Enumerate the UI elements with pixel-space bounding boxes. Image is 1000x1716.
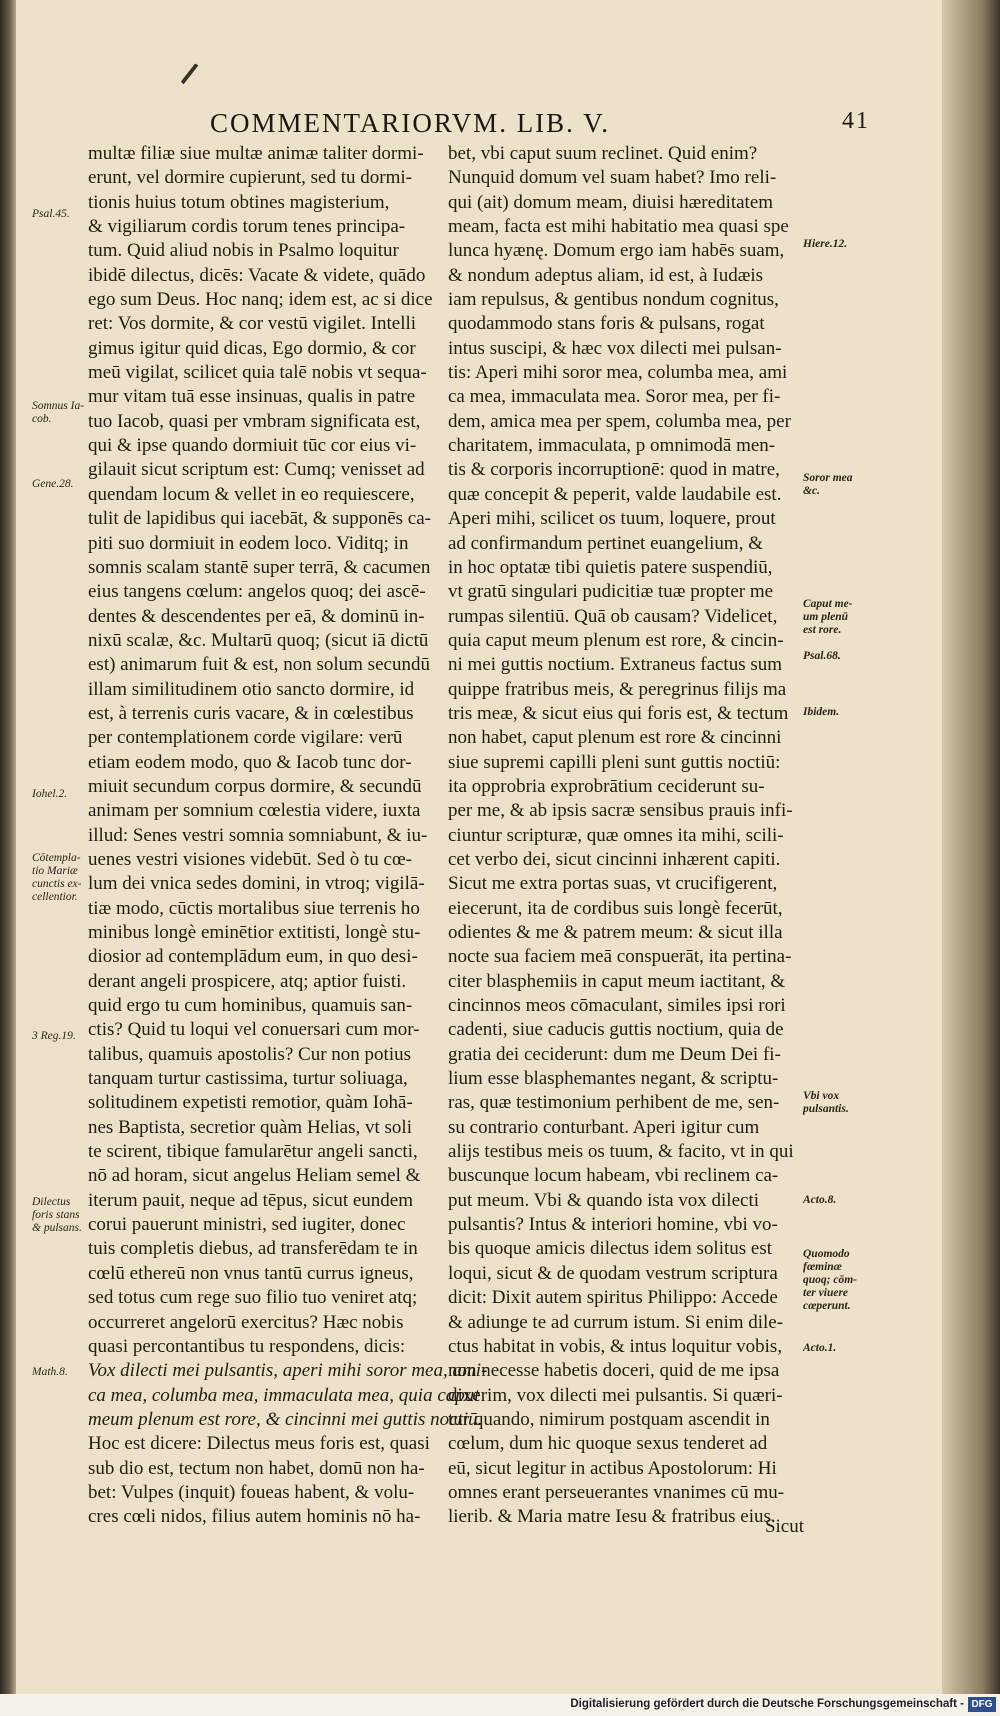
text-line: tis & corporis incorruptionē: quod in matre, bbox=[448, 459, 780, 481]
margin-note-line: fœminæ bbox=[803, 1261, 842, 1273]
margin-note-line: Gene.28. bbox=[32, 478, 74, 490]
text-line: eū, sicut legitur in actibus Apostolorum: Hi bbox=[448, 1457, 777, 1479]
text-line: lum dei vnica sedes domini, in vtroq; vigilā- bbox=[88, 873, 425, 895]
margin-note-vbi-vox bbox=[803, 1090, 849, 1116]
text-line: ibidē dilectus, dicēs: Vacate & videte, quādo bbox=[88, 264, 426, 286]
margin-note-line: 3 Reg.19. bbox=[32, 1030, 76, 1042]
margin-note-line: Caput me- bbox=[803, 598, 853, 610]
text-line: Sicut me extra portas suas, vt crucifigerent, bbox=[448, 873, 778, 895]
text-line: tiæ modo, cūctis mortalibus siue terrenis ho bbox=[88, 897, 420, 919]
margin-note-line: & pulsans. bbox=[32, 1222, 82, 1234]
margin-note-line: Cōtempla- bbox=[32, 852, 81, 864]
text-line: diosior ad contemplādum eum, in quo desi- bbox=[88, 946, 418, 968]
margin-note-psal68 bbox=[803, 650, 841, 663]
text-line: dem, amica mea per spem, columba mea, per bbox=[448, 410, 791, 432]
text-line: tis: Aperi mihi soror mea, columba mea, ami bbox=[448, 362, 788, 384]
text-line: sub dio est, tectum non habet, domū non ha- bbox=[88, 1457, 425, 1479]
text-line: tris meæ, & sicut eius qui foris est, & tectum bbox=[448, 702, 789, 724]
text-line: meū vigilat, scilicet quia talē nobis vt sequa- bbox=[88, 362, 427, 384]
text-line: bet, vbi caput suum reclinet. Quid enim? bbox=[448, 143, 758, 164]
margin-note-line: foris stans bbox=[32, 1209, 80, 1221]
text-line: minibus longè eminētior extitisti, longè stu- bbox=[88, 922, 421, 943]
text-line: corui pauerunt ministri, sed iugiter, donec bbox=[88, 1214, 406, 1236]
margin-note-line: Iohel.2. bbox=[32, 788, 68, 800]
text-line: qui (ait) domum meam, diuisi hæreditatem bbox=[448, 191, 774, 213]
text-line: siue supremi capilli pleni sunt guttis noctiū: bbox=[448, 751, 781, 773]
text-line: sed totus cum rege suo filio tuo veniret atq; bbox=[88, 1287, 418, 1309]
margin-note-soror-mea bbox=[803, 472, 853, 498]
margin-note-line: Acto.8. bbox=[803, 1194, 837, 1206]
text-line: dixerim, vox dilecti mei pulsantis. Si quæri- bbox=[448, 1384, 783, 1406]
margin-note-line: Vbi vox bbox=[803, 1090, 840, 1102]
text-line: vt gratū singulari pudicitiæ tuæ propter me bbox=[448, 581, 774, 603]
text-line: cres cœli nidos, filius autem hominis nō ha- bbox=[88, 1506, 421, 1528]
text-line: meum plenum est rore, & cincinni mei guttis noctiū. bbox=[88, 1408, 483, 1430]
text-line: gilauit sicut scriptum est: Cumq; venisset ad bbox=[88, 459, 425, 481]
text-line: cet verbo dei, sicut cincinni inhærent capiti. bbox=[448, 848, 781, 870]
text-line: quendam locum & vellet in eo requiescere, bbox=[88, 483, 415, 505]
margin-note-line: cellentior. bbox=[32, 891, 78, 903]
text-line: animam per somnium cœlestia videre, iuxta bbox=[88, 800, 421, 822]
text-line: eiecerunt, ita de cordibus suis longè fecerūt, bbox=[448, 897, 783, 919]
text-line: omnes erant perseuerantes vnanimes cū mu- bbox=[448, 1481, 785, 1503]
right-text-column bbox=[448, 142, 796, 1530]
text-line: ca mea, immaculata mea. Soror mea, per fi- bbox=[448, 386, 781, 408]
text-line: piti suo dormiuit in eodem loco. Viditq; in bbox=[88, 532, 409, 554]
margin-note-line: Math.8. bbox=[32, 1366, 68, 1378]
text-line: tuis completis diebus, ad transferēdam te in bbox=[88, 1238, 418, 1260]
text-line: quid ergo tu cum hominibus, quamuis san- bbox=[88, 995, 413, 1017]
margin-note-line: Psal.45. bbox=[32, 208, 70, 220]
text-line: Aperi mihi, scilicet os tuum, loquere, prout bbox=[448, 508, 776, 530]
text-line: ciuntur scripturæ, quæ omnes ita mihi, scili- bbox=[448, 824, 784, 846]
text-line: lunca hyænę. Domum ergo iam habēs suam, bbox=[448, 240, 785, 262]
text-line: dicit: Dixit autem spiritus Philippo: Accede bbox=[448, 1287, 778, 1309]
margin-note-line: um plenū bbox=[803, 611, 849, 623]
text-line: ita opprobria exprobrātium ceciderunt su- bbox=[448, 775, 765, 797]
margin-note-line: &c. bbox=[803, 485, 820, 497]
margin-note-hiere12 bbox=[803, 238, 847, 251]
text-line: loqui, sicut & de quodam vestrum scriptura bbox=[448, 1262, 778, 1284]
text-line: iterum pauit, neque ad tēpus, sicut eundem bbox=[88, 1189, 414, 1211]
text-line: & adiunge te ad currum istum. Si enim dile- bbox=[448, 1311, 784, 1333]
text-line: occurreret angelorū exercitus? Hæc nobis bbox=[88, 1311, 404, 1333]
footer-credit: Digitalisierung gefördert durch die Deutsche Forschungsgemeinschaft - bbox=[570, 1698, 964, 1710]
text-line: Vox dilecti mei pulsantis, aperi mihi soror mea, ami- bbox=[88, 1360, 488, 1382]
margin-note-somnus-iacob bbox=[32, 400, 84, 426]
text-line: qui & ipse quando dormiuit tūc cor eius vi- bbox=[88, 435, 417, 457]
margin-note-line: cob. bbox=[32, 413, 52, 425]
text-line: derant angeli prospicere, atq; aptior fuisti. bbox=[88, 970, 407, 992]
text-line: tur quando, nimirum postquam ascendit in bbox=[448, 1408, 770, 1430]
text-line: ctis? Quid tu loqui vel conuersari cum mor- bbox=[88, 1019, 420, 1041]
text-line: citer blasphemiis in caput meum iactitant, & bbox=[448, 970, 786, 992]
text-line: & vigiliarum cordis torum tenes principa- bbox=[88, 216, 406, 238]
text-line: non habet, caput plenum est rore & cincinni bbox=[448, 727, 782, 749]
page-number: 41 bbox=[842, 108, 870, 134]
text-line: quasi percontantibus tu respondens, dicis: bbox=[88, 1335, 406, 1357]
margin-note-contemplatio bbox=[32, 852, 82, 904]
margin-note-gene28 bbox=[32, 478, 74, 491]
text-line: lium esse blasphemantes negant, & scriptu- bbox=[448, 1068, 779, 1090]
text-line: ad confirmandum pertinet euangelium, & bbox=[448, 532, 763, 554]
text-line: somnis scalam stantē super terrā, & cacumen bbox=[88, 556, 431, 578]
text-line: bis quoque amicis dilectus idem solitus est bbox=[448, 1238, 773, 1260]
margin-note-quomodo bbox=[803, 1248, 857, 1313]
text-line: cœlū ethereū non vnus tantū currus igneus, bbox=[88, 1262, 414, 1284]
text-line: charitatem, immaculata, p omnimodā men- bbox=[448, 435, 776, 457]
text-line: tanquam turtur castissima, turtur soliuaga, bbox=[88, 1068, 408, 1090]
margin-note-iohel2 bbox=[32, 788, 67, 801]
text-line: nes Baptista, secretior quàm Helias, vt soli bbox=[88, 1116, 412, 1138]
text-line: miuit secundum corpus dormire, & secundū bbox=[88, 775, 422, 797]
text-line: quæ concepit & peperit, valde laudabile est. bbox=[448, 483, 782, 505]
margin-note-line: est rore. bbox=[803, 624, 842, 636]
margin-note-ibidem bbox=[803, 706, 839, 719]
text-line: cadenti, siue caducis guttis noctium, quia de bbox=[448, 1019, 784, 1041]
text-line: alijs testibus meis os tuum, & facito, vt in qui bbox=[448, 1141, 794, 1163]
running-head bbox=[210, 108, 870, 142]
text-line: per me, & ab ipsis sacræ sensibus prauis infi- bbox=[448, 800, 793, 822]
text-line: est, à terrenis curis vacare, & in cœlestibus bbox=[88, 702, 414, 724]
text-line: per contemplationem corde vigilare: verū bbox=[88, 727, 403, 749]
text-line: tulit de lapidibus qui iacebāt, & supponēs ca- bbox=[88, 508, 431, 530]
text-line: est) animarum fuit & est, non solum secundū bbox=[88, 654, 430, 676]
margin-note-line: Somnus Ia- bbox=[32, 400, 85, 412]
text-line: put meum. Vbi & quando ista vox dilecti bbox=[448, 1189, 760, 1211]
margin-note-reg19 bbox=[32, 1030, 76, 1043]
text-line: pulsantis? Intus & interiori homine, vbi vo- bbox=[448, 1214, 778, 1236]
margin-note-line: Psal.68. bbox=[803, 650, 841, 662]
text-line: nō ad horam, sicut angelus Heliam semel & bbox=[88, 1165, 421, 1187]
text-line: illud: Senes vestri somnia somniabunt, & iu- bbox=[88, 824, 428, 846]
margin-note-math8 bbox=[32, 1366, 68, 1379]
text-line: rumpas silentiū. Quā ob causam? Videlicet, bbox=[448, 605, 778, 627]
text-line: solitudinem expetisti remotior, quàm Iohā- bbox=[88, 1092, 413, 1114]
ink-mark-icon bbox=[181, 63, 210, 93]
digitization-footer bbox=[0, 1694, 1000, 1716]
left-text-column bbox=[88, 142, 488, 1530]
book-spine-edge bbox=[0, 0, 16, 1716]
margin-note-line: Soror mea bbox=[803, 472, 853, 484]
text-line: non necesse habetis doceri, quid de me ipsa bbox=[448, 1360, 780, 1382]
margin-note-acto8 bbox=[803, 1194, 836, 1207]
margin-note-line: ter viuere bbox=[803, 1287, 849, 1299]
text-line: odientes & me & patrem meum: & sicut illa bbox=[448, 922, 783, 943]
text-line: tum. Quid aliud nobis in Psalmo loquitur bbox=[88, 240, 399, 262]
text-line: cincinnos meos cōmaculant, similes ipsi rori bbox=[448, 995, 786, 1017]
text-line: ras, quæ testimonium perhibent de me, sen- bbox=[448, 1092, 780, 1114]
margin-note-dilectus-foris bbox=[32, 1196, 82, 1235]
text-line: quia caput meum plenum est rore, & cincin- bbox=[448, 629, 784, 651]
text-line: Hoc est dicere: Dilectus meus foris est, quasi bbox=[88, 1433, 430, 1455]
text-line: & nondum adeptus aliam, id est, à Iudæis bbox=[448, 264, 764, 286]
text-line: gimus igitur quid dicas, Ego dormio, & cor bbox=[88, 337, 416, 359]
margin-note-line: Dilectus bbox=[32, 1196, 71, 1208]
text-line: bet: Vulpes (inquit) foueas habent, & volu- bbox=[88, 1481, 415, 1503]
text-line: gratia dei ceciderunt: dum me Deum Dei fi- bbox=[448, 1043, 781, 1065]
text-line: tuo Iacob, quasi per vmbram significata est, bbox=[88, 410, 421, 432]
text-line: eius tangens cœlum: angelos quoq; dei ascē- bbox=[88, 581, 426, 603]
text-line: ni mei guttis noctium. Extraneus factus sum bbox=[448, 654, 783, 676]
text-line: ret: Vos dormite, & cor vestū vigilet. Intelli bbox=[88, 313, 417, 335]
text-line: meam, facta est mihi habitatio mea quasi spe bbox=[448, 216, 789, 238]
text-line: nixū scalæ, &c. Multarū quoq; (sicut iā dictū bbox=[88, 629, 429, 651]
text-line: intus suscipi, & hæc vox dilecti mei pulsan- bbox=[448, 337, 782, 359]
margin-note-line: Acto.1. bbox=[803, 1342, 837, 1354]
text-line: quodammodo stans foris & pulsans, rogat bbox=[448, 313, 765, 335]
text-line: ca mea, columba mea, immaculata mea, quia caput bbox=[88, 1384, 480, 1406]
text-line: buscunque locum habeam, vbi reclinem ca- bbox=[448, 1165, 779, 1187]
text-line: uenes vestri visiones videbūt. Sed ò tu cœ- bbox=[88, 848, 413, 870]
text-line: su contrario conturbant. Aperi igitur cum bbox=[448, 1116, 760, 1138]
text-line: mur vitam tuā esse insinuas, qualis in patre bbox=[88, 386, 416, 408]
text-line: dentes & descendentes per eā, & dominū in- bbox=[88, 605, 425, 627]
margin-note-line: Ibidem. bbox=[803, 706, 840, 718]
margin-note-psal45 bbox=[32, 208, 70, 221]
text-line: nocte sua faciem meā conspuerāt, ita pertina- bbox=[448, 946, 792, 968]
margin-note-line: cunctis ex- bbox=[32, 878, 82, 890]
text-line: in hoc optatæ tibi quietis patere suspendiū, bbox=[448, 556, 773, 578]
text-line: tionis huius totum obtines magisterium, bbox=[88, 191, 390, 213]
running-head-title: COMMENTARIORVM. LIB. V. bbox=[210, 108, 610, 138]
text-line: iam repulsus, & gentibus nondum cognitus, bbox=[448, 289, 779, 311]
margin-note-line: Hiere.12. bbox=[803, 238, 848, 250]
margin-note-acto1 bbox=[803, 1342, 836, 1355]
text-line: ego sum Deus. Hoc nanq; idem est, ac si dice bbox=[88, 289, 433, 311]
text-line: quippe fratribus meis, & peregrinus filijs ma bbox=[448, 678, 787, 700]
text-line: ctus habitat in vobis, & intus loquitur vobis, bbox=[448, 1335, 783, 1357]
text-line: talibus, quamuis apostolis? Cur non potius bbox=[88, 1043, 411, 1065]
text-line: erunt, vel dormire cupierunt, sed tu dormi- bbox=[88, 167, 412, 189]
text-line: cœlum, dum hic quoque sexus tenderet ad bbox=[448, 1433, 768, 1455]
text-line: multæ filiæ siue multæ animæ taliter dormi- bbox=[88, 143, 424, 164]
text-line: te scirent, tibique famularētur angeli sancti, bbox=[88, 1141, 418, 1163]
text-line: etiam eodem modo, quo & Iacob tunc dor- bbox=[88, 751, 412, 773]
margin-note-line: pulsantis. bbox=[803, 1103, 849, 1115]
text-line: lierib. & Maria matre Iesu & fratribus eius. bbox=[448, 1506, 776, 1528]
text-line: Nunquid domum vel suam habet? Imo reli- bbox=[448, 167, 777, 189]
margin-note-line: cœperunt. bbox=[803, 1300, 851, 1312]
text-line: illam similitudinem otio sancto dormire, id bbox=[88, 678, 415, 700]
margin-note-line: quoq; cōm- bbox=[803, 1274, 857, 1286]
margin-note-caput-meum bbox=[803, 598, 853, 637]
catchword: Sicut bbox=[764, 1516, 804, 1537]
facing-page-edge bbox=[942, 0, 1000, 1716]
margin-note-line: tio Mariæ bbox=[32, 865, 78, 877]
margin-note-line: Quomodo bbox=[803, 1248, 850, 1260]
dfg-logo: DFG bbox=[968, 1697, 996, 1712]
